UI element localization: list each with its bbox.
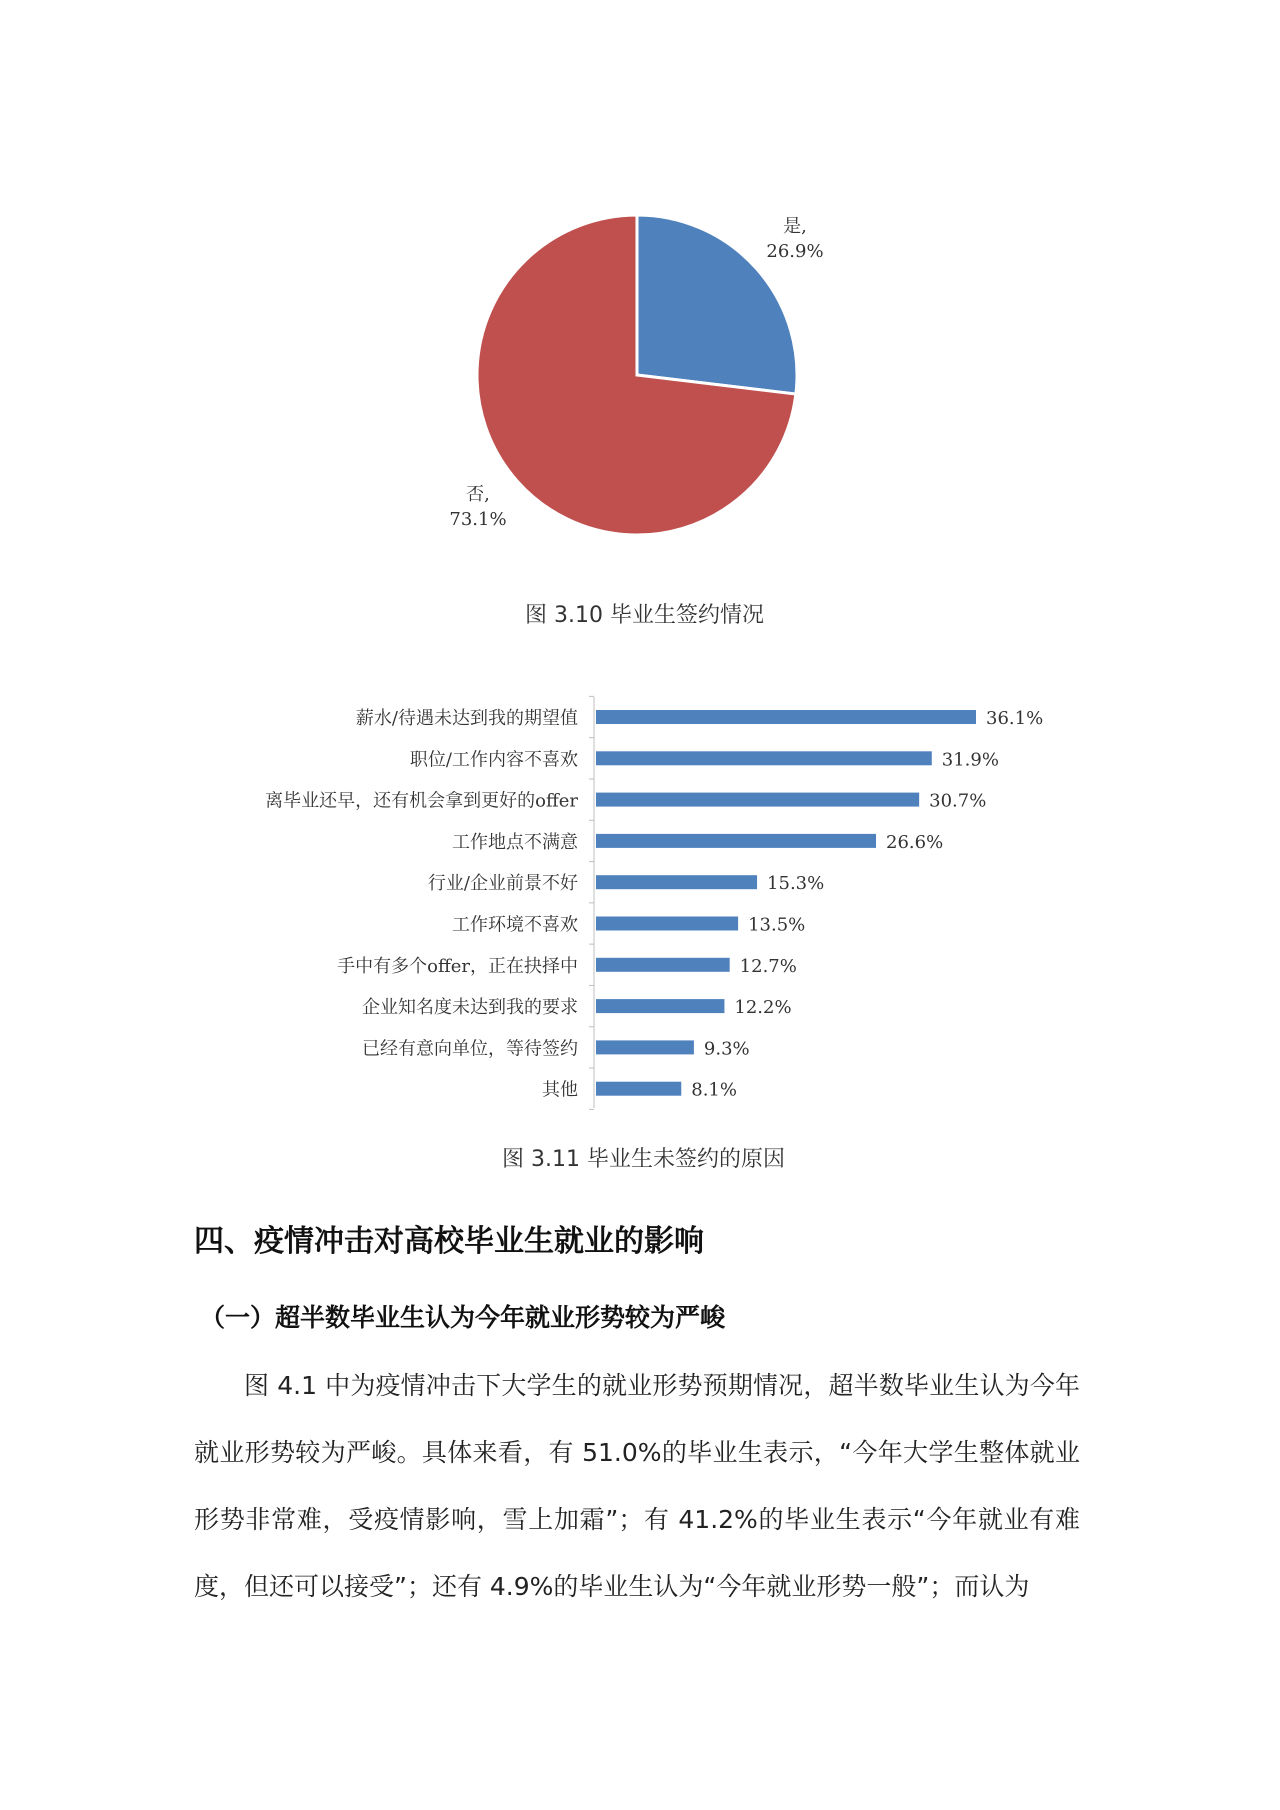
pie-slice-label: 否, bbox=[466, 484, 490, 505]
section-heading: 四、疫情冲击对高校毕业生就业的影响 bbox=[194, 1224, 704, 1259]
bar bbox=[596, 1040, 694, 1054]
bar bbox=[596, 751, 932, 765]
bar-value-label: 36.1% bbox=[986, 708, 1044, 729]
bar-value-label: 31.9% bbox=[941, 749, 999, 771]
category-label: 薪水/待遇未达到我的期望值 bbox=[355, 708, 578, 729]
body-paragraph: 图 4.1 中为疫情冲击下大学生的就业形势预期情况，超半数毕业生认为今年就业形势较为严峻。具体来看，有 51.0%的毕业生表示，“今年大学生整体就业形势非常难，受疫情影响，雪上加霜”；有 41.2%的毕业生表示“今年就业有难度，但还可以接受”；还有 4.9%的毕业生认为“今年就业形势一般”；而认为 bbox=[194, 1371, 1080, 1601]
category-label: 工作环境不喜欢 bbox=[452, 914, 578, 936]
bar-value-label: 8.1% bbox=[691, 1079, 737, 1101]
category-label: 工作地点不满意 bbox=[452, 831, 578, 853]
bar bbox=[596, 793, 919, 807]
category-label: 离毕业还早，还有机会拿到更好的offer bbox=[265, 790, 578, 812]
bar-value-label: 13.5% bbox=[748, 914, 806, 936]
pie-slice-label: 是, bbox=[783, 216, 807, 237]
bar bbox=[596, 875, 757, 889]
category-label: 已经有意向单位，等待签约 bbox=[362, 1038, 578, 1060]
bar-value-label: 30.7% bbox=[929, 790, 987, 812]
bar-value-label: 26.6% bbox=[886, 831, 944, 853]
bar bbox=[596, 999, 724, 1013]
category-label: 职位/工作内容不喜欢 bbox=[409, 749, 578, 771]
bar-chart-caption: 图 3.11 毕业生未签约的原因 bbox=[502, 1147, 785, 1172]
pie-slice-value-label: 26.9% bbox=[766, 241, 824, 262]
category-label: 其他 bbox=[542, 1079, 578, 1101]
category-label: 行业/企业前景不好 bbox=[427, 873, 578, 895]
category-label: 企业知名度未达到我的要求 bbox=[362, 997, 578, 1019]
section-subheading: （一）超半数毕业生认为今年就业形势较为严峻 bbox=[200, 1303, 726, 1332]
bar-value-label: 12.2% bbox=[734, 997, 792, 1019]
pie-slice-value-label: 73.1% bbox=[449, 509, 507, 530]
bar bbox=[596, 958, 730, 972]
bar-value-label: 12.7% bbox=[739, 955, 797, 977]
bar bbox=[596, 917, 738, 931]
pie-chart-caption: 图 3.10 毕业生签约情况 bbox=[525, 603, 764, 628]
bar-value-label: 9.3% bbox=[703, 1038, 750, 1060]
bar bbox=[596, 710, 976, 724]
bar bbox=[596, 1082, 681, 1096]
bar-value-label: 15.3% bbox=[767, 873, 825, 895]
bar bbox=[596, 834, 876, 848]
category-label: 手中有多个offer，正在抉择中 bbox=[337, 955, 578, 977]
